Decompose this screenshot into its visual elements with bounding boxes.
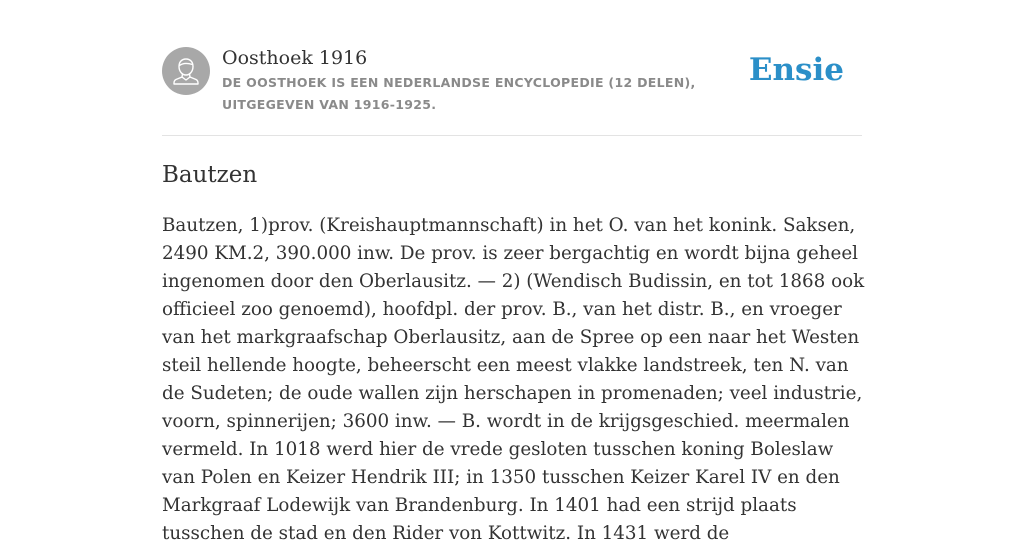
source-name[interactable]: Oosthoek 1916 bbox=[222, 47, 368, 69]
ensie-logo[interactable]: Ensie bbox=[748, 52, 844, 88]
entry-title: Bautzen bbox=[162, 162, 258, 188]
entry-body: Bautzen, 1)prov. (Kreishauptmannschaft) in het O. van het konink. Saksen, 2490 KM.2, 390.000 inw. De prov. is zeer bergachtig en wordt bijna geheel ingenomen door den Oberlausitz. — 2) (Wendisch Budissin, en tot 1868 ook officieel zoo genoemd), hoofdpl. der prov. B., van het distr. B., en vroeger van het markgraafschap Oberlausitz, aan de Spree op een naar het Westen steil hellende hoogte, beheerscht een meest vlakke landstreek, ten N. van de Sudeten; de oude wallen zijn herschapen in promenaden; veel industrie, voorn, spinnerijen; 3600 inw. — B. wordt in de krijgsgeschied. meermalen vermeld. In 1018 werd hier de vrede gesloten tusschen koning Boleslaw van Polen en Keizer Hendrik III; in 1350 tusschen Keizer Karel IV en den Markgraaf Lodewijk van Brandenburg. In 1401 had een strijd plaats tusschen de stad en den Rider von Kottwitz. In 1431 werd de bbox=[162, 215, 865, 544]
divider bbox=[162, 135, 862, 136]
source-description: DE OOSTHOEK IS EEN NEDERLANDSE ENCYCLOPEDIE (12 DELEN), UITGEGEVEN VAN 1916-1925. bbox=[222, 75, 696, 112]
user-silhouette-icon bbox=[162, 47, 210, 95]
source-header bbox=[162, 46, 862, 116]
